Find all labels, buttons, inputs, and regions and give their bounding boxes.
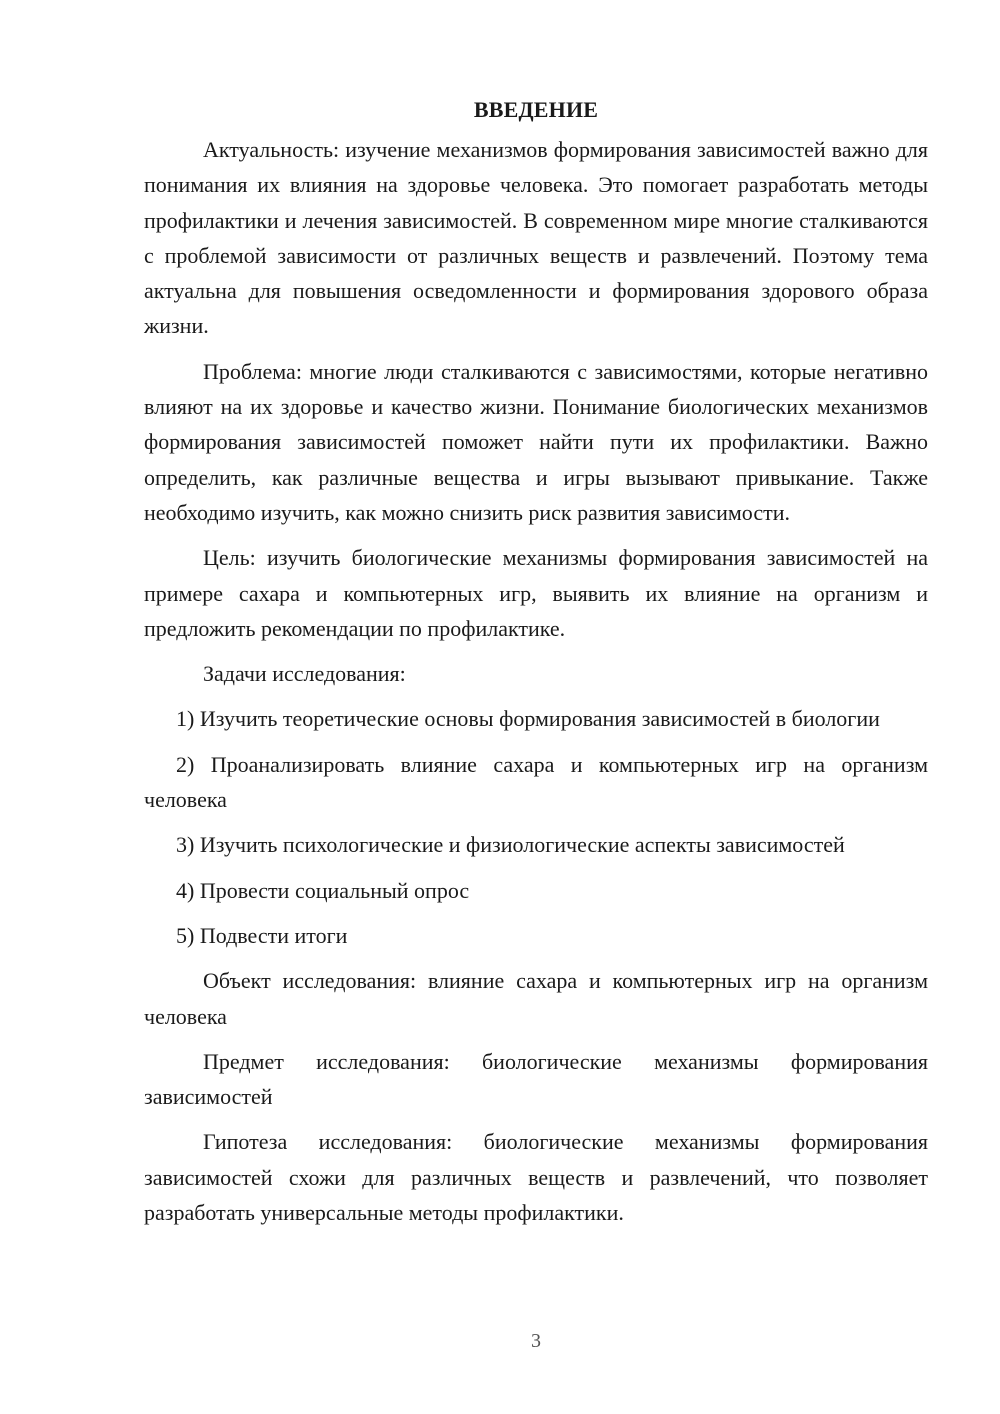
tasks-heading: Задачи исследования:: [203, 661, 406, 687]
problem-paragraph: Проблема: многие люди сталкиваются с зависимостями, которые негативно влияют на их здоровье и качество жизни. Понимание биологических механизмов формирования зависимостей поможет найти пути их профилактики. Важно определить, как различные вещества и игры вызывают привыкание. Также необходимо изучить, как можно снизить риск развития зависимости.: [144, 358, 928, 525]
list-item: 1) Изучить теоретические основы формирования зависимостей в биологии: [176, 706, 880, 732]
object-paragraph: Объект исследования: влияние сахара и компьютерных игр на организм человека: [144, 968, 928, 1029]
goal-paragraph: Цель: изучить биологические механизмы формирования зависимостей на примере сахара и компьютерных игр, выявить их влияние на организм и предложить рекомендации по профилактике.: [144, 545, 928, 641]
section-title: ВВЕДЕНИЕ: [473, 97, 599, 122]
page-number: 3: [531, 1330, 541, 1352]
subject-paragraph: Предмет исследования: биологические механизмы формирования зависимостей: [144, 1048, 928, 1110]
list-item: 2) Проанализировать влияние сахара и компьютерных игр на организм человека: [144, 751, 928, 813]
document-page: [144, 92, 928, 1240]
hypothesis-paragraph: Гипотеза исследования: биологические механизмы формирования зависимостей схожи для различных веществ и развлечений, что позволяет разработать универсальные методы профилактики.: [144, 1129, 928, 1226]
list-item: 5) Подвести итоги: [176, 922, 348, 948]
list-item: 3) Изучить психологические и физиологические аспекты зависимостей: [176, 832, 845, 858]
relevance-paragraph: Актуальность: изучение механизмов формирования зависимостей важно для понимания их влияния на здоровье человека. Это помогает разработать методы профилактики и лечения зависимостей. В современном мире многие сталкиваются с проблемой зависимости от различных веществ и развлечений. Поэтому тема актуальна для повышения осведомленности и формирования здорового образа жизни.: [144, 137, 928, 339]
tasks-list: [144, 701, 928, 953]
list-item: 4) Провести социальный опрос: [176, 877, 470, 903]
